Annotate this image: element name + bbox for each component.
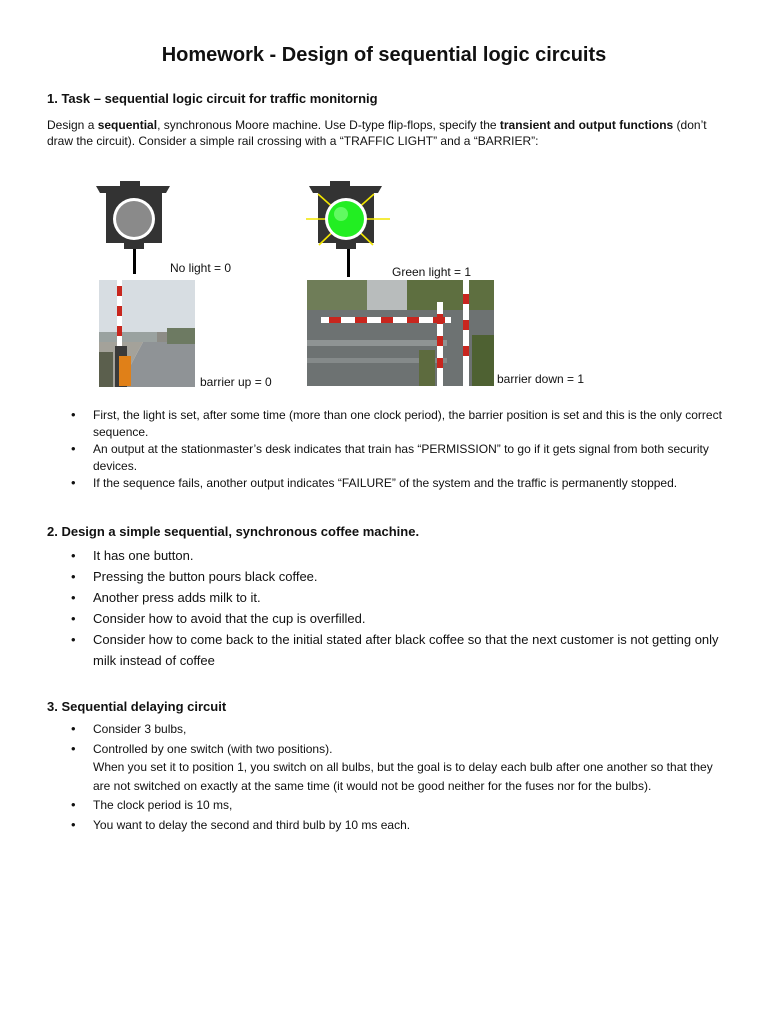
list-item: • It has one button. xyxy=(47,545,723,566)
section-1-bullets xyxy=(47,407,723,493)
intro-text: Design a xyxy=(47,118,98,132)
caption-no-light: No light = 0 xyxy=(170,261,232,275)
list-item: • If the sequence fails, another output indicates “FAILURE” of the system and the traffic is permanently stopped. xyxy=(47,475,723,492)
list-item: • You want to delay the second and third bulb by 10 ms each. xyxy=(47,816,723,835)
list-item: • An output at the stationmaster’s desk indicates that train has “PERMISSION” to go if it gets signal from both security devices. xyxy=(47,441,723,474)
list-item-text: Controlled by one switch (with two positions). xyxy=(93,741,333,756)
barrier-up-photo xyxy=(99,280,195,387)
section-1-intro xyxy=(47,117,725,149)
list-item: • Consider how to avoid that the cup is overfilled. xyxy=(47,608,723,629)
list-item: • Pressing the button pours black coffee. xyxy=(47,566,723,587)
section-1-heading: 1. Task – sequential logic circuit for traffic monitornig xyxy=(47,91,378,106)
list-item-continuation: When you set it to position 1, you switch on all bulbs, but the goal is to delay each bulb after one another so that they are not switched on exactly at the same time (it would not be good neither for the fuses nor for the bulbs). xyxy=(93,760,713,793)
list-item: • Another press adds milk to it. xyxy=(47,587,723,608)
list-item: • First, the light is set, after some time (more than one clock period), the barrier position is set and this is the only correct sequence. xyxy=(47,407,723,440)
traffic-light-green-icon xyxy=(300,178,400,278)
list-item: • Consider 3 bulbs, xyxy=(47,720,723,739)
list-item: • The clock period is 10 ms, xyxy=(47,796,723,815)
traffic-light-off-icon xyxy=(96,178,176,274)
intro-bold: sequential xyxy=(97,118,158,132)
section-3-heading: 3. Sequential delaying circuit xyxy=(47,699,227,714)
intro-bold: transient and output functions xyxy=(499,118,674,132)
caption-barrier-down: barrier down = 1 xyxy=(497,372,585,386)
list-item xyxy=(47,740,723,796)
section-2-bullets xyxy=(47,545,723,671)
intro-text: , synchronous Moore machine. Use D-type flip-flops, specify the xyxy=(157,118,500,132)
barrier-down-photo xyxy=(307,280,494,386)
list-item: • Consider how to come back to the initial stated after black coffee so that the next customer is not getting only milk instead of coffee xyxy=(47,629,723,671)
caption-green-light: Green light = 1 xyxy=(392,265,472,279)
caption-barrier-up: barrier up = 0 xyxy=(200,375,272,389)
section-3-bullets xyxy=(47,720,723,835)
intro-text: (don’t draw the circuit). Consider a simple rail crossing with a “TRAFFIC LIGHT” and a “BARRIER”: xyxy=(47,118,707,148)
page-title: Homework - Design of sequential logic circuits xyxy=(161,44,607,66)
section-2-heading: 2. Design a simple sequential, synchronous coffee machine. xyxy=(47,524,420,539)
